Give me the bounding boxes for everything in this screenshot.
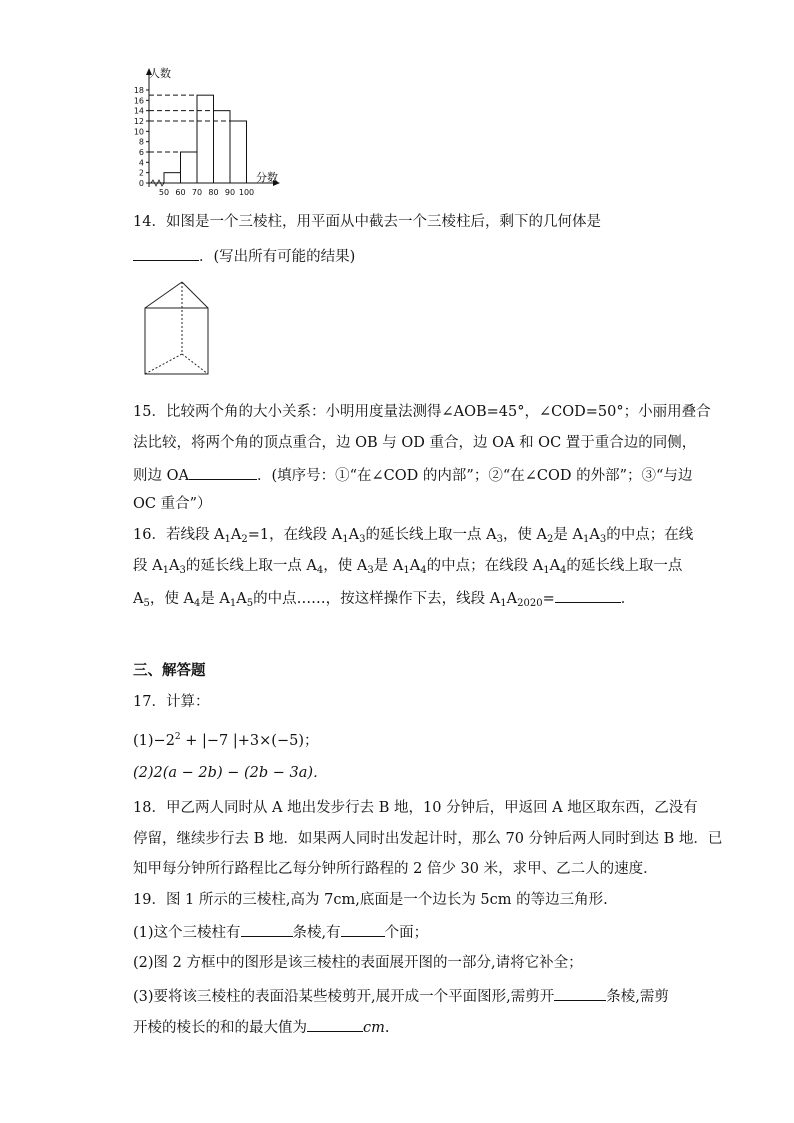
q16-answer-blank[interactable] <box>555 587 621 603</box>
y-axis-label: 人数 <box>149 67 171 80</box>
q14-hint: ．(写出所有可能的结果) <box>199 249 356 265</box>
q19-part1: (1)这个三棱柱有 条棱,有 个面； <box>133 921 428 943</box>
histogram-bar <box>181 152 198 183</box>
y-tick-label: 14 <box>133 106 144 116</box>
q15-line2 <box>133 433 696 453</box>
x-tick-label: 80 <box>208 188 219 197</box>
q16-line3: $A_5$，使 $A_4$是 $A_1A_5$的中点……，按这样操作下去，线段 $A_1A_{2020}=$ ． <box>133 587 635 614</box>
x-tick-label: 100 <box>238 188 255 197</box>
y-tick-label: 4 <box>138 158 144 168</box>
q19-part3: (3)要将该三棱柱的表面沿某些棱剪开,展开成一个平面图形,需剪开 条棱,需剪 <box>133 985 669 1007</box>
y-tick-label: 16 <box>133 96 144 106</box>
y-tick-label: 8 <box>138 137 144 147</box>
prism-hidden-right-edge <box>182 354 208 374</box>
x-tick-label: 60 <box>175 188 186 197</box>
y-tick-label: 18 <box>133 86 144 95</box>
x-tick-label: 90 <box>224 188 236 197</box>
section-title: 三、解答题 <box>133 663 206 679</box>
y-tick-label: 0 <box>138 179 144 188</box>
histogram-bar <box>214 111 231 183</box>
q15-line3 <box>133 464 692 486</box>
q15-text-2: 法比较，将两个角的顶点重合，边 OB 与 OD 重合，边 OA 和 OC 置于重合边的同侧， <box>133 435 697 451</box>
q15-text-3a: 则边 OA <box>133 468 189 484</box>
y-tick-label: 10 <box>133 127 144 137</box>
q19-cut-edges-blank[interactable] <box>554 985 606 1001</box>
y-tick-label: 6 <box>138 148 144 157</box>
q15-text-3b: ．(填序号：①“在∠COD 的内部”；②“在∠COD 的外部”；③“与边 <box>256 468 693 484</box>
q16-line2: 段 $A_1A_3$的延长线上取一点 $A_4$，使 $A_3$是 $A_1A_4$的中点；在线段 $A_1A_4$的延长线上取一点 <box>133 558 683 576</box>
q15-text-4: OC 重合”） <box>133 496 212 512</box>
q17-part2: (2)2(a − 2b) − (2b − 3a)． <box>133 765 328 781</box>
prism-figure <box>140 278 215 378</box>
q15-line1 <box>133 402 711 422</box>
q17-part1: $(1)-2^2 + |-7$ |+3×(−5)； <box>133 732 319 749</box>
q15-answer-blank[interactable] <box>189 464 257 480</box>
q19-edges-blank[interactable] <box>241 921 293 937</box>
histogram-bar <box>164 173 181 183</box>
q19-faces-blank[interactable] <box>341 921 385 937</box>
y-tick-label: 2 <box>138 168 144 178</box>
x-tick-label: 50 <box>158 188 170 197</box>
q14-answer-blank[interactable] <box>133 245 199 261</box>
q19-max-length-blank[interactable] <box>307 1016 363 1032</box>
q18-line2: 停留，继续步行去 B 地．如果两人同时出发起计时，那么 70 分钟后两人同时到达 B 地．已 <box>133 831 723 847</box>
q18-line1: 18．甲乙两人同时从 A 地出发步行去 B 地，10 分钟后，甲返回 A 地区取东西，乙没有 <box>133 800 698 816</box>
q14-text: 14．如图是一个三棱柱，用平面从中截去一个三棱柱后，剩下的几何体是 <box>133 214 601 230</box>
y-tick-label: 12 <box>133 117 144 126</box>
q19-part4: 开棱的棱长的和的最大值为 cm. <box>133 1016 389 1038</box>
q15-text-1: 15．比较两个角的大小关系：小明用度量法测得∠AOB=45°，∠COD=50°；小丽用叠合 <box>133 404 711 420</box>
q16-line1: 16．若线段 $A_1A_2=1$，在线段 $A_1A_3$的延长线上取一点 $A_3$，使 $A_2$是 $A_1A_3$的中点；在线 <box>133 527 694 545</box>
prism-front-face <box>145 308 208 374</box>
prism-top-right-edge <box>182 282 208 308</box>
q15-line4 <box>133 494 212 514</box>
q19-part2: (2)图 2 方框中的图形是该三棱柱的表面展开图的一部分,请将它补全； <box>133 955 583 971</box>
q14-line2 <box>133 245 355 267</box>
prism-top-left-edge <box>145 282 182 308</box>
histogram-bar <box>230 121 247 183</box>
prism-hidden-left-edge <box>145 354 182 374</box>
q18-line3: 知甲每分钟所行路程比乙每分钟所行路程的 2 倍少 30 米，求甲、乙二人的速度． <box>133 861 658 877</box>
x-tick-label: 70 <box>191 188 203 197</box>
histogram-bar <box>197 95 214 183</box>
q17-label: 17．计算： <box>133 694 210 710</box>
q14-line1 <box>133 212 601 232</box>
score-histogram <box>125 62 300 202</box>
x-axis-label: 分数 <box>256 171 278 184</box>
q19-line1: 19．图 1 所示的三棱柱,高为 7cm,底面是一个边长为 5cm 的等边三角形. <box>133 892 608 908</box>
